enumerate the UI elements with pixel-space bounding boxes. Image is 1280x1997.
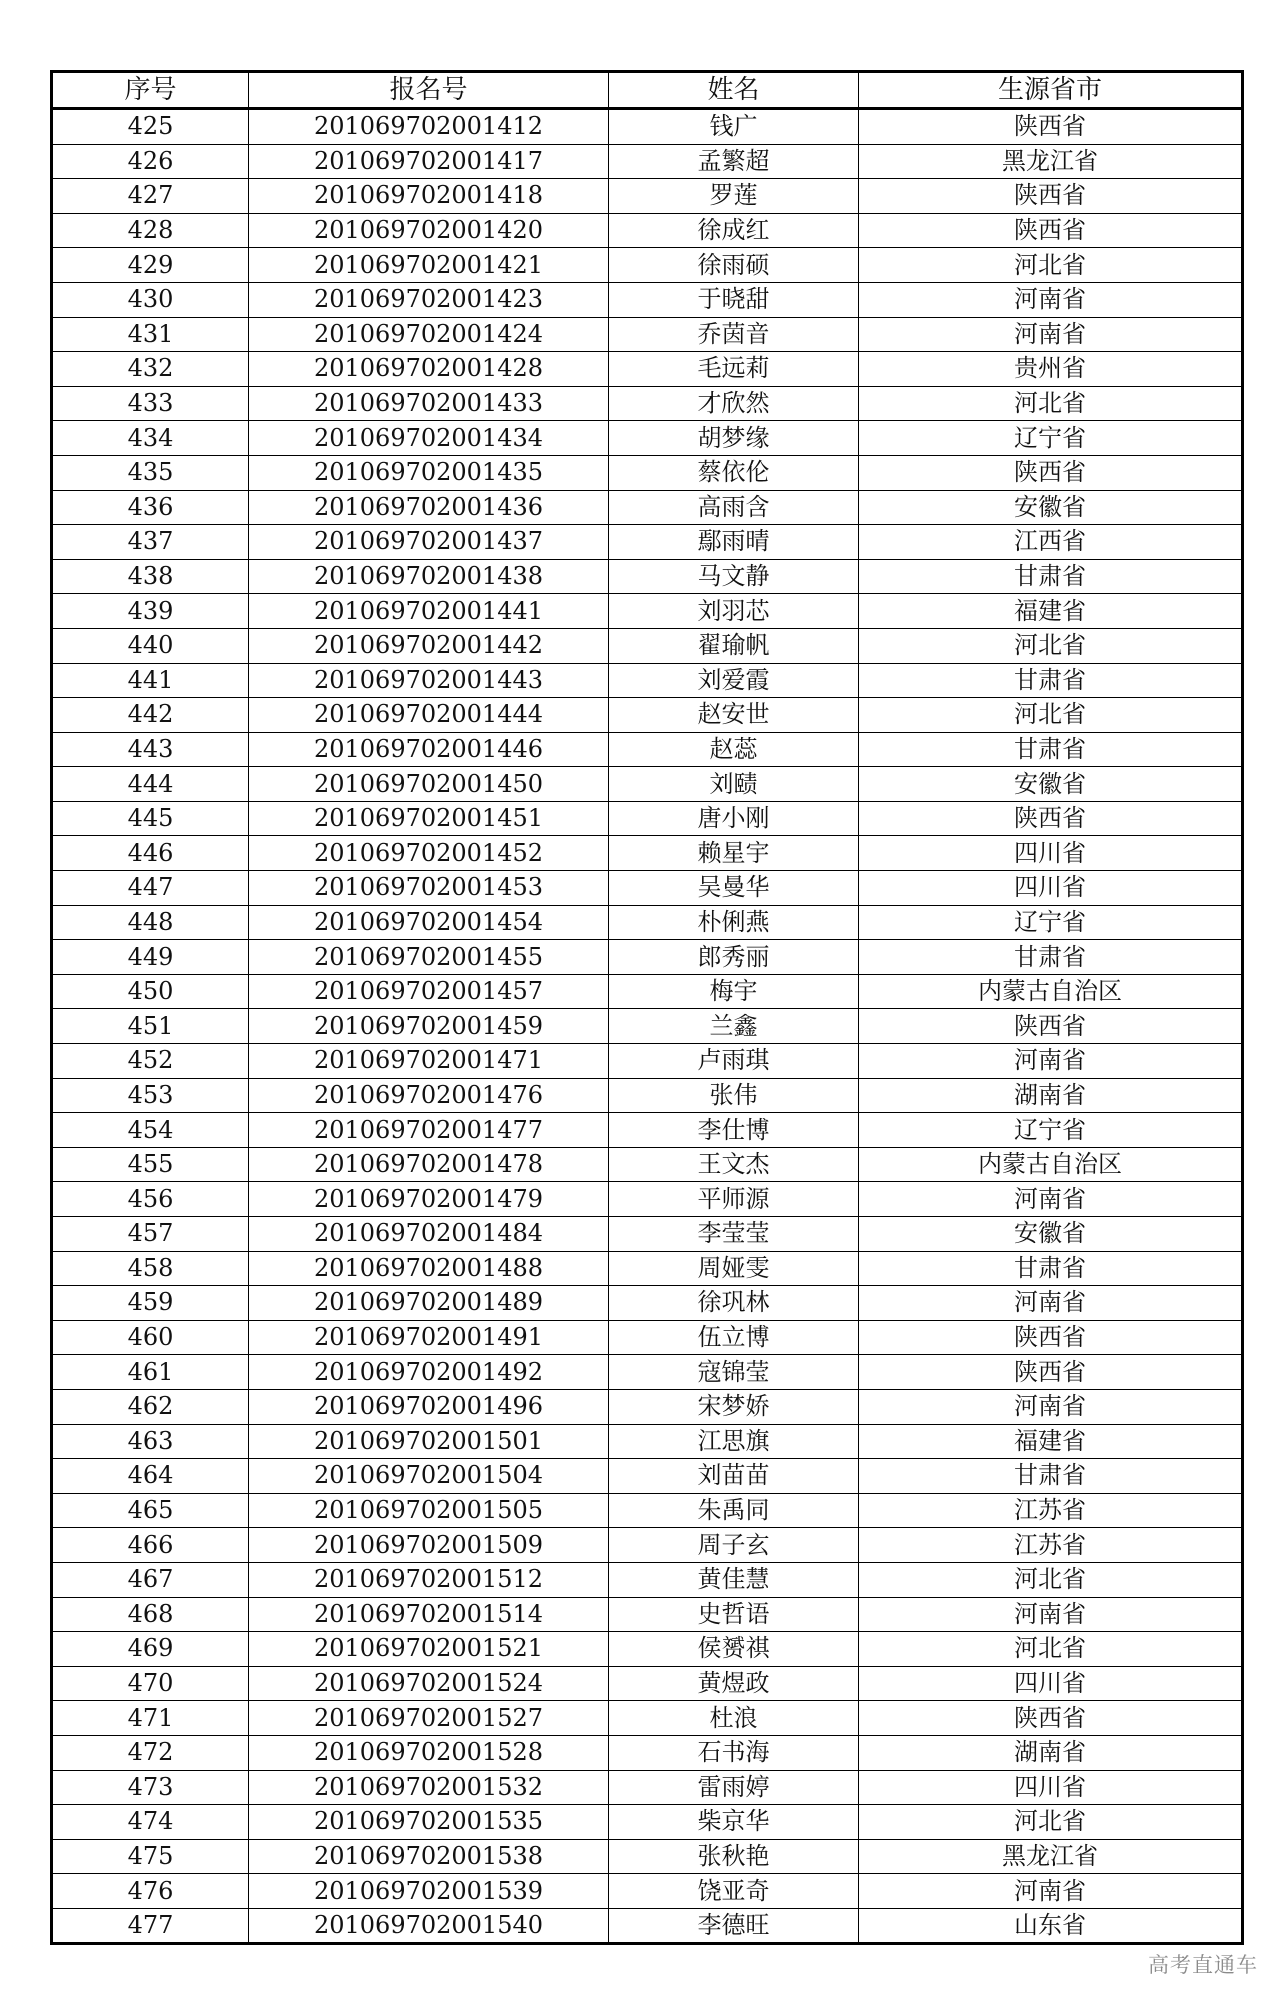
cell-registration-no: 201069702001504 [249, 1459, 609, 1494]
cell-province: 陕西省 [859, 801, 1243, 836]
table-row [52, 1735, 1243, 1770]
cell-seq: 433 [52, 386, 249, 421]
cell-registration-no: 201069702001477 [249, 1113, 609, 1148]
cell-province: 河南省 [859, 1597, 1243, 1632]
cell-seq: 443 [52, 732, 249, 767]
cell-name: 饶亚奇 [609, 1874, 859, 1909]
cell-registration-no: 201069702001412 [249, 109, 609, 145]
table-row [52, 836, 1243, 871]
table-row [52, 1147, 1243, 1182]
cell-province: 陕西省 [859, 1355, 1243, 1390]
table-row [52, 1389, 1243, 1424]
table-row [52, 455, 1243, 490]
table-row [52, 386, 1243, 421]
cell-province: 河北省 [859, 248, 1243, 283]
cell-seq: 431 [52, 317, 249, 352]
cell-registration-no: 201069702001527 [249, 1701, 609, 1736]
cell-province: 江西省 [859, 525, 1243, 560]
cell-province: 甘肃省 [859, 663, 1243, 698]
cell-province: 甘肃省 [859, 1251, 1243, 1286]
cell-province: 河北省 [859, 628, 1243, 663]
cell-registration-no: 201069702001471 [249, 1044, 609, 1079]
cell-registration-no: 201069702001437 [249, 525, 609, 560]
table-row [52, 1355, 1243, 1390]
table-row [52, 1770, 1243, 1805]
cell-registration-no: 201069702001479 [249, 1182, 609, 1217]
cell-registration-no: 201069702001420 [249, 213, 609, 248]
cell-province: 河南省 [859, 1389, 1243, 1424]
table-row [52, 1874, 1243, 1909]
cell-name: 徐成红 [609, 213, 859, 248]
cell-province: 湖南省 [859, 1078, 1243, 1113]
cell-province: 河北省 [859, 386, 1243, 421]
cell-name: 江思旗 [609, 1424, 859, 1459]
table-row [52, 1839, 1243, 1874]
cell-name: 杜浪 [609, 1701, 859, 1736]
cell-name: 徐巩林 [609, 1286, 859, 1321]
cell-name: 李仕博 [609, 1113, 859, 1148]
table-row [52, 698, 1243, 733]
table-row [52, 940, 1243, 975]
cell-registration-no: 201069702001532 [249, 1770, 609, 1805]
table-row [52, 525, 1243, 560]
cell-registration-no: 201069702001496 [249, 1389, 609, 1424]
cell-name: 卢雨琪 [609, 1044, 859, 1079]
cell-province: 河南省 [859, 1874, 1243, 1909]
cell-name: 赵蕊 [609, 732, 859, 767]
cell-name: 李德旺 [609, 1908, 859, 1944]
table-row [52, 352, 1243, 387]
cell-registration-no: 201069702001453 [249, 871, 609, 906]
table-row [52, 109, 1243, 145]
cell-registration-no: 201069702001489 [249, 1286, 609, 1321]
cell-name: 刘赜 [609, 767, 859, 802]
table-row [52, 1009, 1243, 1044]
cell-province: 河南省 [859, 1182, 1243, 1217]
table-row [52, 1908, 1243, 1944]
cell-registration-no: 201069702001418 [249, 179, 609, 214]
watermark-logo-text: 高考直通车 [1148, 1953, 1258, 1977]
cell-seq: 446 [52, 836, 249, 871]
cell-registration-no: 201069702001434 [249, 421, 609, 456]
cell-name: 赵安世 [609, 698, 859, 733]
table-row [52, 179, 1243, 214]
cell-name: 石书海 [609, 1735, 859, 1770]
cell-registration-no: 201069702001459 [249, 1009, 609, 1044]
cell-province: 陕西省 [859, 1320, 1243, 1355]
cell-seq: 461 [52, 1355, 249, 1390]
table-row [52, 871, 1243, 906]
cell-registration-no: 201069702001501 [249, 1424, 609, 1459]
cell-province: 陕西省 [859, 213, 1243, 248]
cell-registration-no: 201069702001444 [249, 698, 609, 733]
cell-province: 甘肃省 [859, 940, 1243, 975]
cell-seq: 442 [52, 698, 249, 733]
cell-seq: 437 [52, 525, 249, 560]
cell-seq: 440 [52, 628, 249, 663]
cell-name: 周娅雯 [609, 1251, 859, 1286]
candidate-table [50, 70, 1244, 1945]
cell-province: 湖南省 [859, 1735, 1243, 1770]
table-header [52, 72, 1243, 109]
cell-seq: 451 [52, 1009, 249, 1044]
cell-province: 黑龙江省 [859, 1839, 1243, 1874]
table-row [52, 1493, 1243, 1528]
cell-registration-no: 201069702001484 [249, 1217, 609, 1252]
cell-seq: 465 [52, 1493, 249, 1528]
cell-seq: 458 [52, 1251, 249, 1286]
table-row [52, 1424, 1243, 1459]
cell-name: 兰鑫 [609, 1009, 859, 1044]
cell-province: 山东省 [859, 1908, 1243, 1944]
cell-registration-no: 201069702001514 [249, 1597, 609, 1632]
cell-seq: 452 [52, 1044, 249, 1079]
cell-province: 河北省 [859, 698, 1243, 733]
cell-province: 辽宁省 [859, 421, 1243, 456]
cell-province: 甘肃省 [859, 732, 1243, 767]
cell-name: 马文静 [609, 559, 859, 594]
cell-seq: 426 [52, 144, 249, 179]
table-row [52, 213, 1243, 248]
cell-seq: 436 [52, 490, 249, 525]
cell-name: 宋梦娇 [609, 1389, 859, 1424]
cell-province: 河南省 [859, 282, 1243, 317]
cell-province: 四川省 [859, 871, 1243, 906]
cell-seq: 438 [52, 559, 249, 594]
table-row [52, 1320, 1243, 1355]
cell-registration-no: 201069702001512 [249, 1562, 609, 1597]
table-row [52, 663, 1243, 698]
cell-province: 陕西省 [859, 1701, 1243, 1736]
cell-registration-no: 201069702001457 [249, 974, 609, 1009]
cell-province: 四川省 [859, 1666, 1243, 1701]
cell-seq: 476 [52, 1874, 249, 1909]
cell-registration-no: 201069702001454 [249, 905, 609, 940]
cell-seq: 459 [52, 1286, 249, 1321]
table-row [52, 1528, 1243, 1563]
cell-name: 黄佳慧 [609, 1562, 859, 1597]
cell-seq: 434 [52, 421, 249, 456]
cell-seq: 471 [52, 1701, 249, 1736]
cell-province: 辽宁省 [859, 1113, 1243, 1148]
cell-province: 江苏省 [859, 1528, 1243, 1563]
cell-name: 赖星宇 [609, 836, 859, 871]
cell-seq: 454 [52, 1113, 249, 1148]
table-row [52, 1217, 1243, 1252]
cell-registration-no: 201069702001428 [249, 352, 609, 387]
cell-name: 朱禹同 [609, 1493, 859, 1528]
cell-province: 河南省 [859, 1286, 1243, 1321]
cell-registration-no: 201069702001478 [249, 1147, 609, 1182]
cell-registration-no: 201069702001417 [249, 144, 609, 179]
cell-province: 河北省 [859, 1562, 1243, 1597]
cell-registration-no: 201069702001528 [249, 1735, 609, 1770]
cell-name: 罗莲 [609, 179, 859, 214]
header-seq: 序号 [52, 72, 249, 109]
cell-seq: 457 [52, 1217, 249, 1252]
cell-name: 黄煜政 [609, 1666, 859, 1701]
cell-name: 梅宇 [609, 974, 859, 1009]
cell-seq: 429 [52, 248, 249, 283]
table-row [52, 248, 1243, 283]
header-registration-no: 报名号 [249, 72, 609, 109]
cell-name: 张伟 [609, 1078, 859, 1113]
header-row [52, 72, 1243, 109]
cell-seq: 453 [52, 1078, 249, 1113]
cell-seq: 445 [52, 801, 249, 836]
cell-name: 平师源 [609, 1182, 859, 1217]
cell-province: 安徽省 [859, 490, 1243, 525]
cell-province: 河北省 [859, 1805, 1243, 1840]
cell-province: 河北省 [859, 1632, 1243, 1667]
table-row [52, 1113, 1243, 1148]
table-row [52, 1251, 1243, 1286]
cell-registration-no: 201069702001438 [249, 559, 609, 594]
cell-registration-no: 201069702001488 [249, 1251, 609, 1286]
cell-registration-no: 201069702001424 [249, 317, 609, 352]
cell-registration-no: 201069702001433 [249, 386, 609, 421]
cell-registration-no: 201069702001442 [249, 628, 609, 663]
table-row [52, 1078, 1243, 1113]
cell-registration-no: 201069702001421 [249, 248, 609, 283]
cell-province: 陕西省 [859, 1009, 1243, 1044]
cell-name: 才欣然 [609, 386, 859, 421]
cell-name: 刘羽芯 [609, 594, 859, 629]
table-row [52, 1562, 1243, 1597]
cell-name: 寇锦莹 [609, 1355, 859, 1390]
cell-province: 江苏省 [859, 1493, 1243, 1528]
cell-name: 李莹莹 [609, 1217, 859, 1252]
table-row [52, 559, 1243, 594]
cell-registration-no: 201069702001505 [249, 1493, 609, 1528]
cell-name: 于晓甜 [609, 282, 859, 317]
table-row [52, 1182, 1243, 1217]
cell-seq: 455 [52, 1147, 249, 1182]
cell-province: 陕西省 [859, 109, 1243, 145]
cell-seq: 439 [52, 594, 249, 629]
table-body [52, 109, 1243, 1944]
cell-seq: 435 [52, 455, 249, 490]
cell-province: 陕西省 [859, 179, 1243, 214]
cell-registration-no: 201069702001443 [249, 663, 609, 698]
cell-registration-no: 201069702001476 [249, 1078, 609, 1113]
cell-province: 贵州省 [859, 352, 1243, 387]
cell-name: 吴曼华 [609, 871, 859, 906]
cell-registration-no: 201069702001436 [249, 490, 609, 525]
cell-registration-no: 201069702001539 [249, 1874, 609, 1909]
cell-seq: 427 [52, 179, 249, 214]
cell-name: 刘苗苗 [609, 1459, 859, 1494]
cell-name: 乔茵音 [609, 317, 859, 352]
header-name: 姓名 [609, 72, 859, 109]
cell-province: 辽宁省 [859, 905, 1243, 940]
table-row [52, 1459, 1243, 1494]
table-row [52, 594, 1243, 629]
cell-name: 胡梦缘 [609, 421, 859, 456]
cell-name: 唐小刚 [609, 801, 859, 836]
cell-registration-no: 201069702001538 [249, 1839, 609, 1874]
cell-province: 甘肃省 [859, 1459, 1243, 1494]
table-row [52, 1666, 1243, 1701]
header-province: 生源省市 [859, 72, 1243, 109]
cell-name: 朴俐燕 [609, 905, 859, 940]
cell-name: 鄢雨晴 [609, 525, 859, 560]
cell-seq: 460 [52, 1320, 249, 1355]
cell-name: 高雨含 [609, 490, 859, 525]
table-row [52, 1597, 1243, 1632]
cell-seq: 475 [52, 1839, 249, 1874]
table-row [52, 144, 1243, 179]
cell-seq: 474 [52, 1805, 249, 1840]
table-row [52, 282, 1243, 317]
cell-seq: 456 [52, 1182, 249, 1217]
cell-seq: 450 [52, 974, 249, 1009]
cell-seq: 477 [52, 1908, 249, 1944]
cell-province: 内蒙古自治区 [859, 1147, 1243, 1182]
cell-registration-no: 201069702001535 [249, 1805, 609, 1840]
cell-province: 四川省 [859, 836, 1243, 871]
cell-seq: 473 [52, 1770, 249, 1805]
cell-name: 蔡依伦 [609, 455, 859, 490]
cell-name: 刘爱霞 [609, 663, 859, 698]
cell-seq: 469 [52, 1632, 249, 1667]
cell-province: 内蒙古自治区 [859, 974, 1243, 1009]
cell-registration-no: 201069702001441 [249, 594, 609, 629]
cell-province: 河南省 [859, 1044, 1243, 1079]
cell-seq: 467 [52, 1562, 249, 1597]
table-row [52, 628, 1243, 663]
table-row [52, 490, 1243, 525]
cell-province: 河南省 [859, 317, 1243, 352]
table-row [52, 801, 1243, 836]
cell-province: 安徽省 [859, 1217, 1243, 1252]
cell-name: 雷雨婷 [609, 1770, 859, 1805]
cell-province: 福建省 [859, 1424, 1243, 1459]
cell-seq: 470 [52, 1666, 249, 1701]
cell-province: 陕西省 [859, 455, 1243, 490]
cell-seq: 472 [52, 1735, 249, 1770]
cell-registration-no: 201069702001435 [249, 455, 609, 490]
cell-registration-no: 201069702001451 [249, 801, 609, 836]
cell-seq: 449 [52, 940, 249, 975]
cell-registration-no: 201069702001524 [249, 1666, 609, 1701]
cell-registration-no: 201069702001452 [249, 836, 609, 871]
cell-name: 史哲语 [609, 1597, 859, 1632]
cell-seq: 468 [52, 1597, 249, 1632]
table-row [52, 732, 1243, 767]
cell-registration-no: 201069702001491 [249, 1320, 609, 1355]
cell-name: 王文杰 [609, 1147, 859, 1182]
cell-province: 安徽省 [859, 767, 1243, 802]
cell-seq: 428 [52, 213, 249, 248]
table-row [52, 1044, 1243, 1079]
cell-registration-no: 201069702001492 [249, 1355, 609, 1390]
table-row [52, 905, 1243, 940]
cell-seq: 425 [52, 109, 249, 145]
cell-seq: 430 [52, 282, 249, 317]
cell-registration-no: 201069702001450 [249, 767, 609, 802]
table-row [52, 767, 1243, 802]
cell-name: 张秋艳 [609, 1839, 859, 1874]
cell-seq: 463 [52, 1424, 249, 1459]
cell-seq: 441 [52, 663, 249, 698]
table-row [52, 1632, 1243, 1667]
cell-seq: 464 [52, 1459, 249, 1494]
cell-name: 毛远莉 [609, 352, 859, 387]
cell-name: 翟瑜帆 [609, 628, 859, 663]
table-row [52, 421, 1243, 456]
table-row [52, 974, 1243, 1009]
cell-name: 孟繁超 [609, 144, 859, 179]
cell-name: 伍立博 [609, 1320, 859, 1355]
cell-province: 黑龙江省 [859, 144, 1243, 179]
cell-registration-no: 201069702001455 [249, 940, 609, 975]
cell-registration-no: 201069702001540 [249, 1908, 609, 1944]
cell-seq: 466 [52, 1528, 249, 1563]
cell-seq: 462 [52, 1389, 249, 1424]
cell-province: 四川省 [859, 1770, 1243, 1805]
cell-name: 柴京华 [609, 1805, 859, 1840]
cell-name: 钱广 [609, 109, 859, 145]
table-row [52, 317, 1243, 352]
cell-seq: 448 [52, 905, 249, 940]
cell-name: 侯赟祺 [609, 1632, 859, 1667]
table-row [52, 1286, 1243, 1321]
cell-registration-no: 201069702001509 [249, 1528, 609, 1563]
cell-name: 郎秀丽 [609, 940, 859, 975]
table-row [52, 1701, 1243, 1736]
cell-province: 甘肃省 [859, 559, 1243, 594]
cell-name: 周子玄 [609, 1528, 859, 1563]
cell-registration-no: 201069702001521 [249, 1632, 609, 1667]
cell-seq: 444 [52, 767, 249, 802]
cell-registration-no: 201069702001423 [249, 282, 609, 317]
table-row [52, 1805, 1243, 1840]
cell-seq: 447 [52, 871, 249, 906]
cell-province: 福建省 [859, 594, 1243, 629]
cell-name: 徐雨硕 [609, 248, 859, 283]
cell-registration-no: 201069702001446 [249, 732, 609, 767]
cell-seq: 432 [52, 352, 249, 387]
